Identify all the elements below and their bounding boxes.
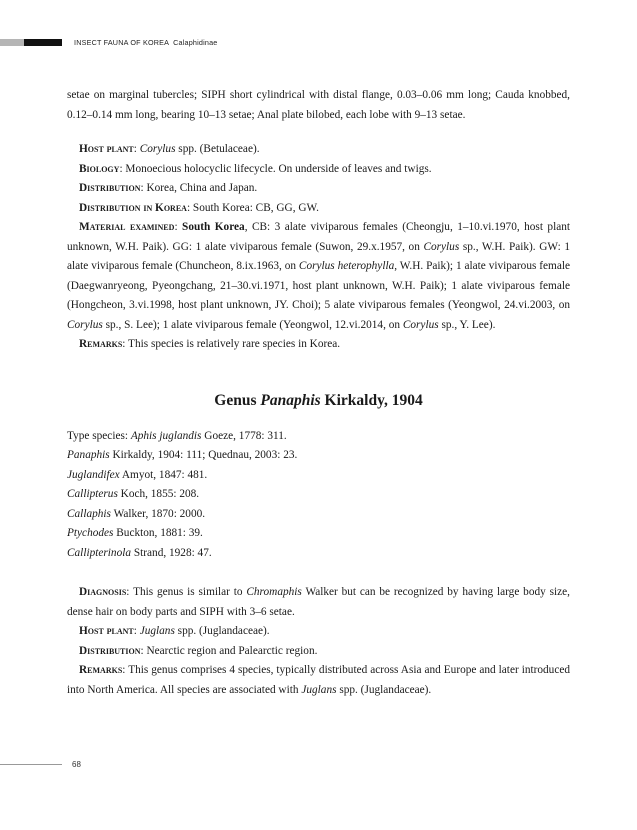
- remarks-label: Remarks: [79, 338, 123, 350]
- distribution-korea-entry: Distribution in Korea: South Korea: CB, GG, GW.: [79, 201, 319, 214]
- genus-host-plant-label: Host plant: [79, 625, 134, 637]
- remarks-entry: Remarks: This species is relatively rare species in Korea.: [79, 338, 341, 350]
- synonym-item: Juglandifex Amyot, 1847: 481.: [67, 468, 208, 481]
- genus-heading: Genus Panaphis Kirkaldy, 1904: [214, 391, 423, 409]
- synonym-item: Callaphis Walker, 1870: 2000.: [67, 507, 206, 520]
- header-text: [74, 37, 218, 48]
- material-examined-entry: Material examined: South Korea, CB: 3 alate viviparous females (Cheongju, 1–10.vi.1970, host plant unknown, W.H. Paik). GG: 1 alate viviparous female (Suwon, 29.x.1957, on Corylus sp., W.H. Paik). GW: 1 alate viviparous female (Chuncheon, 8.ix.1963, on Corylus heterophylla, W.H. Paik); 1 alate viviparous female (Daegwanryeong, Pyeongchang, 21–30.vi.1971, host plant unknown, W.H. Paik); 1 alate viviparous female (Hongcheon, 3.vi.1998, host plant unknown, JY. Choi); 5 alate viviparous females (Yeongwol, 24.vi.2003, on Corylus sp., S. Lee); 1 alate viviparous female (Yeongwol, 12.vi.2014, on Corylus sp., Y. Lee).: [67, 221, 571, 331]
- genus-name: Panaphis: [260, 391, 321, 409]
- host-plant-entry: Host plant: Corylus spp. (Betulaceae).: [79, 143, 260, 155]
- host-plant-label: Host plant: [79, 143, 134, 155]
- biology-entry: Biology: Monoecious holocyclic lifecycle. On underside of leaves and twigs.: [79, 162, 432, 175]
- genus-distribution-entry: Distribution: Nearctic region and Palearctic region.: [79, 644, 318, 657]
- footer-rule: [0, 764, 62, 765]
- page-body: [67, 86, 570, 700]
- intro-paragraph: setae on marginal tubercles; SIPH short cylindrical with distal flange, 0.03–0.06 mm long; Cauda knobbed, 0.12–0.14 mm long, bearing 10–13 setae; Anal plate bilobed, each lobe with 9–13 setae.: [67, 89, 570, 121]
- header-bar-light: [0, 39, 24, 46]
- synonym-item: Ptychodes Buckton, 1881: 39.: [67, 527, 203, 539]
- distribution-korea-label: Distribution in Korea: [79, 201, 187, 214]
- diagnosis-label: Diagnosis: [79, 586, 127, 598]
- host-plant-genus: Corylus: [139, 143, 176, 155]
- genus-remarks-entry: Remarks: This genus comprises 4 species, typically distributed across Asia and Europe and later introduced into North America. All species are associated with Juglans spp. (Juglandaceae).: [67, 664, 571, 696]
- header-bar-dark: [24, 39, 62, 46]
- distribution-entry: Distribution: Korea, China and Japan.: [79, 182, 258, 194]
- synonym-item: Callipterinola Strand, 1928: 47.: [67, 546, 212, 559]
- biology-label: Biology: [79, 162, 120, 175]
- diagnosis-entry: Diagnosis: This genus is similar to Chromaphis Walker but can be recognized by having large body size, dense hair on body parts and SIPH with 3–6 setae.: [67, 586, 570, 618]
- page-number: 68: [72, 760, 81, 769]
- synonym-list: [67, 446, 570, 563]
- material-region: South Korea: [182, 221, 245, 233]
- type-species: Type species: Aphis juglandis Goeze, 1778: 311.: [67, 429, 287, 442]
- material-examined-label: Material examined: [79, 221, 175, 233]
- header-series: INSECT FAUNA OF KOREA: [74, 38, 170, 47]
- genus-distribution-label: Distribution: [79, 644, 141, 657]
- genus-remarks-label: Remarks: [79, 664, 123, 676]
- synonym-item: Callipterus Koch, 1855: 208.: [67, 488, 200, 500]
- header-subfamily: Calaphidinae: [173, 38, 218, 47]
- running-header: [0, 37, 637, 49]
- synonym-item: Panaphis Kirkaldy, 1904: 111; Quednau, 2003: 23.: [67, 449, 298, 461]
- distribution-label: Distribution: [79, 182, 141, 194]
- genus-host-plant-entry: Host plant: Juglans spp. (Juglandaceae).: [79, 625, 270, 637]
